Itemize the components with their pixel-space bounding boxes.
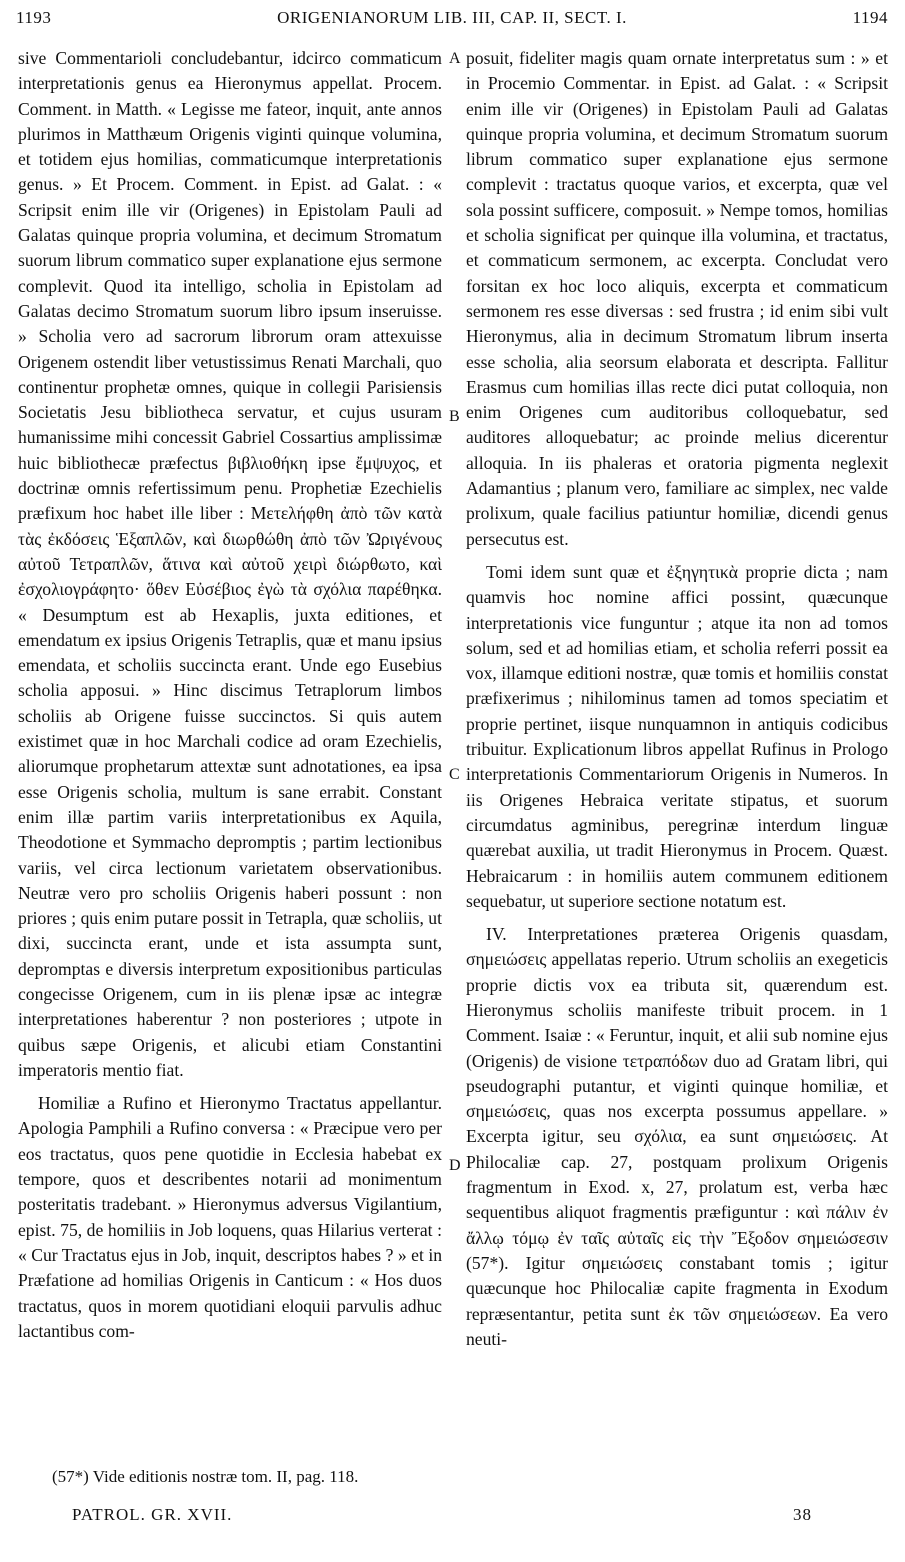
page-number-right: 1194	[852, 8, 888, 27]
page-number-left: 1193	[16, 8, 52, 27]
right-paragraph-1: posuit, fideliter magis quam ornate interpretatus sum : » et in Procemio Commentar. in Epist. ad Galat. : « Scripsit enim ille vir (Origenes) in Epistolam Pauli ad Galatas quinque propria volumina, et decimum Stromatum suorum librum commatico super explanatione ejus sermone complevit : tractatus quoque varios, et excerpta, quæ vel sola possint sufficere, composuit. » Nempe tomos, homilias et scholia significat per quinque illa volumina, et tractatus, et commaticum sermonem, ac excerpta. Concludat vero forsitan ex hoc loco aliquis, excerpta et commaticum sermonem res esse diversas : sed frustra ; id enim sibi vult Hieronymus, alia in decimum Stromatum librum inserta esse scholia, alia seorsum elaborata et descripta. Fallitur Erasmus cum homilias illas recte dici putat colloquia, non enim Origenes cum auditoribus colloquebatur, sed auditores alloquebatur; ac proinde melius dicerentur alloquia. In iis phaleras et oratoria pigmenta neglexit Adamantius ; planum vero, familiare ac simplex, nec valde prolixum, quale facilius patiuntur homiliæ, dicendi genus persecutus est.	[466, 48, 888, 549]
margin-marker-a: A	[449, 50, 461, 67]
margin-marker-b: B	[449, 408, 460, 425]
margin-marker-c: C	[449, 766, 460, 783]
right-paragraph-2: Tomi idem sunt quæ et ἐξηγητικὰ proprie dicta ; nam quamvis hoc nomine affici possint, quæcunque interpretationis vice funguntur ; atque ita non ad tomos solum, sed et ad homilias etiam, et scholia referri possit ea vox, illamque editioni nostræ, quæ tomis et homiliis constat præfixerimus ; nihilominus tamen ad tomos speciatim et proprie pertinet, iisque nunquamnon in antiquis codicibus tribuitur. Explicationum libros appellat Rufinus in Prologo interpretationis Commentariorum Origenis in Numeros. In iis Origenes Hebraica veritate stipatus, et suorum circumdatus agminibus, peregrinæ interdum linguæ quærebat auxilia, ut tradit Hieronymus in Procem. Quæst. Hebraicarum : in homiliis autem communem editionem sequebatur, ut superiore sectione notatum est.	[466, 561, 888, 911]
right-column	[466, 46, 888, 1352]
margin-marker-d: D	[449, 1157, 461, 1174]
running-header	[16, 8, 888, 34]
right-paragraph-3: IV. Interpretationes præterea Origenis quasdam, σημειώσεις appellatas reperio. Utrum scholiis an exegeticis proprie dictis vox ea tributa sit, quærendum est. Hieronymus scholiis manifeste tribuit procem. in 1 Comment. Isaiæ : « Feruntur, inquit, et alii sub nomine ejus (Origenis) de visione τετραπόδων duo ad Gratam libri, qui pseudographi putantur, et viginti quinque homiliæ, et σημειώσεις, quas nos excerpta possumus appellare. » Excerpta igitur, seu σχόλια, ea sunt σημειώσεις. At Philocaliæ cap. 27, postquam prolixum Origenis fragmentum in Exod. x, 27, prolatum est, verba hæc sequentibus aliquot fragmentis præfiguntur : καὶ πάλιν ἐν ἄλλῳ τόμῳ ἐν ταῖς αὐταῖς εἰς τὴν Ἔξοδον σημειώσεσιν (57*). Igitur σημειώσεις constabant tomis ; igitur quæcunque hoc Philocaliæ capite fragmenta in Exodum repræsentantur, petita sunt ἐκ τῶν σημειώσεων. Ea vero neuti-	[466, 924, 888, 1349]
left-paragraph-2: Homiliæ a Rufino et Hieronymo Tractatus appellantur. Apologia Pamphili a Rufino conversa : « Præcipue vero per eos tractatus, quos pene quotidie in Ecclesia habebat ex tempore, quos et describentes notarii ad monimentum posteritatis tradebant. » Hieronymus adversus Vigilantium, epist. 75, de homiliis in Job loquens, quas Hilarius verterat : « Cur Tractatus ejus in Job, inquit, descriptos habes ? » et in Præfatione ad homilias Origenis in Canticum : « Hos duos tractatus, quos in morem quotidiani eloquii parvulis adhuc lactantibus com-	[18, 1093, 442, 1341]
footer-series: PATROL. GR. XVII.	[72, 1505, 233, 1524]
running-title: ORIGENIANORUM LIB. III, CAP. II, SECT. I.	[277, 8, 627, 27]
left-paragraph-1: sive Commentarioli concludebantur, idcirco commaticum interpretationis genus ea Hieronymus appellat. Procem. Comment. in Matth. « Legisse me fateor, inquit, ante annos plurimos in Matthæum Origenis viginti quinque volumina, et totidem ejus homilias, commaticumque interpretationis genus. » Et Procem. Comment. in Epist. ad Galat. : « Scripsit enim ille vir (Origenes) in Epistolam Pauli ad Galatas quinque propria volumina, et decimum Stromatum suorum librum commatico super explanatione ejus sermone complevit. Quod ita intelligo, scholia in Epistolam ad Galatas decimo Stromatum suorum libro ipsum inseruisse. » Scholia vero ad sacrorum librorum oram attexuisse Origenem ostendit liber vetustissimus Renati Marchali, quo continentur prophetæ omnes, quique in collegii Parisiensis Societatis Jesu bibliotheca servatur, et cujus usuram humanissime mihi concessit Gabriel Cossartius amplissimæ huic bibliothecæ præfectus βιβλιοθήκη ipse ἔμψυχος, et doctrinæ omnis refertissimum penu. Prophetiæ Ezechielis præfixum hoc habet ille liber : Μετελήφθη ἀπὸ τῶν κατὰ τὰς ἐκδόσεις Ἑξαπλῶν, καὶ διωρθώθη ἀπὸ τῶν Ὠριγένους αὐτοῦ Τετραπλῶν, ἅτινα καὶ αὐτοῦ χειρὶ διώρθωτο, καὶ ἐσχολιογράφητο· ὅθεν Εὐσέβιος ἐγὼ τὰ σχόλια παρέθηκα. « Desumptum est ab Hexaplis, juxta editiones, et emendatum ex ipsius Origenis Tetraplis, quæ et manu ipsius emendata, et scholiis succincta erant. Unde ego Eusebius scholia apposui. » Hinc discimus Tetraplorum limbos scholiis ab Origene fuisse succinctos. Si quis autem existimet quæ in hoc Marchali codice ad oram Ezechielis, aliorumque prophetarum attextæ sunt adnotationes, ea ipsa esse Origenis scholia, multum is sane errabit. Constant enim illæ partim variis interpretationibus ex Aquila, Theodotione et Symmacho depromptis ; partim lectionibus variis, vel circa lectionum varietatem observationibus. Neutræ vero pro scholiis Origenis haberi possunt : non priores ; quis enim putare possit in Tetrapla, quæ scholiis, ut dixi, succincta erant, unde et ista assumpta sunt, depromptas e diversis interpretum expositionibus particulas congecisse Origenem, cum in iis plenæ ipsæ ac integræ interpretationes haberentur ? non posteriores ; utpote in quibus sæpe Origenis, et alicubi etiam Constantini imperatoris mentio fiat.	[18, 48, 442, 1080]
left-column	[18, 46, 442, 1344]
footer-page-number: 38	[793, 1505, 812, 1524]
footnote: (57*) Vide editionis nostræ tom. II, pag. 118.	[52, 1467, 359, 1486]
